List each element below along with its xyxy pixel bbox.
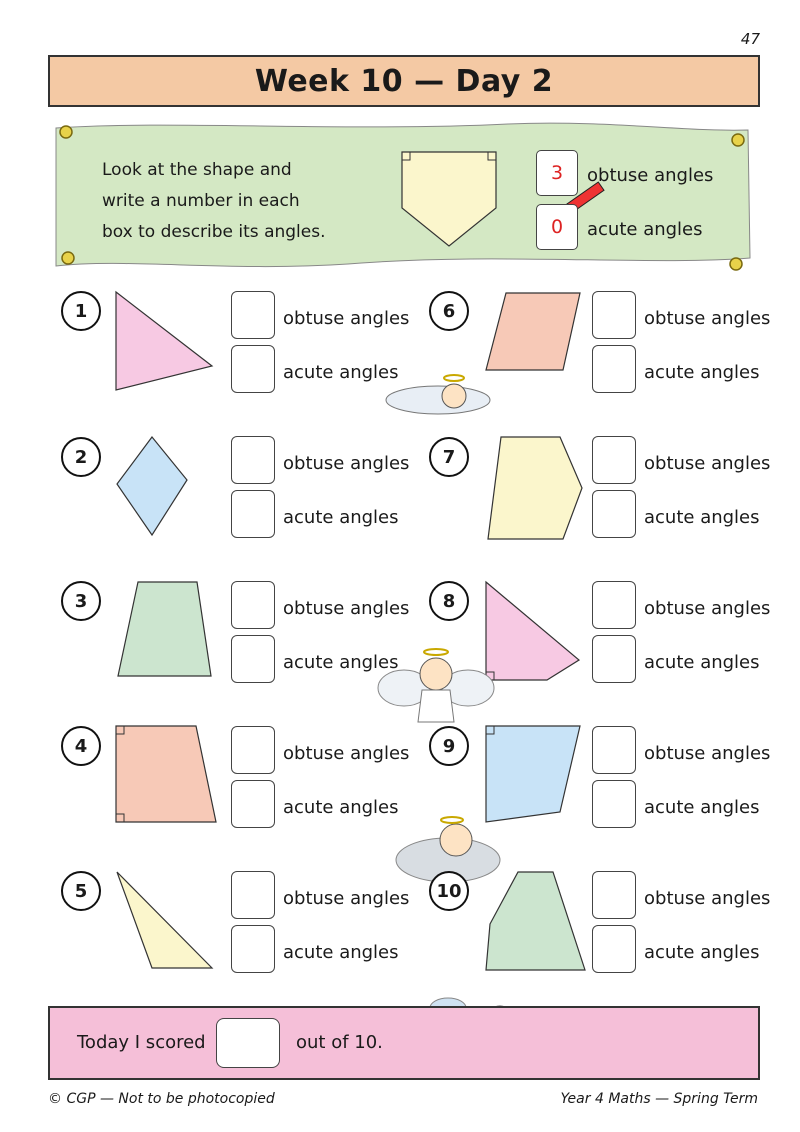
- question-number: 9: [429, 726, 469, 766]
- acute-answer-box[interactable]: [592, 345, 636, 393]
- question-number: 7: [429, 437, 469, 477]
- score-prefix: Today I scored: [77, 1032, 206, 1053]
- page-number: 47: [740, 30, 760, 48]
- obtuse-label: obtuse angles: [283, 453, 410, 474]
- acute-label: acute angles: [283, 362, 399, 383]
- acute-label: acute angles: [644, 652, 760, 673]
- acute-answer-box[interactable]: [231, 635, 275, 683]
- shape-triangle-1: [116, 292, 212, 390]
- score-suffix: out of 10.: [296, 1032, 383, 1053]
- obtuse-answer-box[interactable]: [231, 581, 275, 629]
- example-obtuse-label: obtuse angles: [587, 165, 714, 186]
- question-number: 1: [61, 291, 101, 331]
- shape-quadrilateral-8: [486, 582, 579, 680]
- obtuse-label: obtuse angles: [644, 598, 771, 619]
- shape-pentagon-7: [488, 437, 582, 539]
- obtuse-answer-box[interactable]: [592, 726, 636, 774]
- obtuse-label: obtuse angles: [283, 308, 410, 329]
- acute-answer-box[interactable]: [231, 490, 275, 538]
- acute-label: acute angles: [283, 652, 399, 673]
- shape-trapezium-3: [118, 582, 211, 676]
- acute-label: acute angles: [283, 507, 399, 528]
- shape-pentagon-10: [486, 872, 585, 970]
- obtuse-answer-box[interactable]: [592, 436, 636, 484]
- obtuse-label: obtuse angles: [283, 888, 410, 909]
- acute-answer-box[interactable]: [231, 925, 275, 973]
- acute-label: acute angles: [283, 797, 399, 818]
- obtuse-answer-box[interactable]: [592, 581, 636, 629]
- acute-answer-box[interactable]: [592, 925, 636, 973]
- acute-answer-box[interactable]: [231, 780, 275, 828]
- footer-copyright: © CGP — Not to be photocopied: [48, 1091, 275, 1107]
- question-number: 10: [429, 871, 469, 911]
- acute-label: acute angles: [644, 362, 760, 383]
- instruction-line: Look at the shape and: [102, 160, 292, 180]
- shape-trapezium-4: [116, 726, 216, 822]
- obtuse-label: obtuse angles: [644, 453, 771, 474]
- question-number: 6: [429, 291, 469, 331]
- obtuse-label: obtuse angles: [283, 743, 410, 764]
- page-title: Week 10 — Day 2: [254, 63, 554, 99]
- instruction-line: write a number in each: [102, 191, 300, 211]
- acute-answer-box[interactable]: [231, 345, 275, 393]
- question-number: 4: [61, 726, 101, 766]
- obtuse-answer-box[interactable]: [592, 291, 636, 339]
- question-number: 8: [429, 581, 469, 621]
- question-number: 5: [61, 871, 101, 911]
- acute-answer-box[interactable]: [592, 780, 636, 828]
- example-obtuse-box: 3: [536, 150, 578, 196]
- angel-flying-icon: [386, 375, 490, 414]
- obtuse-answer-box[interactable]: [231, 436, 275, 484]
- example-acute-label: acute angles: [587, 219, 703, 240]
- question-number: 3: [61, 581, 101, 621]
- shape-parallelogram-6: [486, 293, 580, 370]
- obtuse-answer-box[interactable]: [231, 726, 275, 774]
- acute-label: acute angles: [644, 797, 760, 818]
- obtuse-label: obtuse angles: [283, 598, 410, 619]
- obtuse-answer-box[interactable]: [231, 291, 275, 339]
- example-acute-box: 0: [536, 204, 578, 250]
- instruction-line: box to describe its angles.: [102, 222, 326, 242]
- acute-label: acute angles: [283, 942, 399, 963]
- shape-quadrilateral-9: [486, 726, 580, 822]
- obtuse-answer-box[interactable]: [231, 871, 275, 919]
- acute-label: acute angles: [644, 507, 760, 528]
- acute-answer-box[interactable]: [592, 635, 636, 683]
- question-number: 2: [61, 437, 101, 477]
- acute-answer-box[interactable]: [592, 490, 636, 538]
- obtuse-label: obtuse angles: [644, 888, 771, 909]
- acute-label: acute angles: [644, 942, 760, 963]
- shape-rhombus-2: [117, 437, 187, 535]
- footer-term: Year 4 Maths — Spring Term: [560, 1091, 758, 1107]
- obtuse-label: obtuse angles: [644, 743, 771, 764]
- shape-triangle-5: [117, 872, 212, 968]
- obtuse-answer-box[interactable]: [592, 871, 636, 919]
- score-input-box[interactable]: [216, 1018, 280, 1068]
- obtuse-label: obtuse angles: [644, 308, 771, 329]
